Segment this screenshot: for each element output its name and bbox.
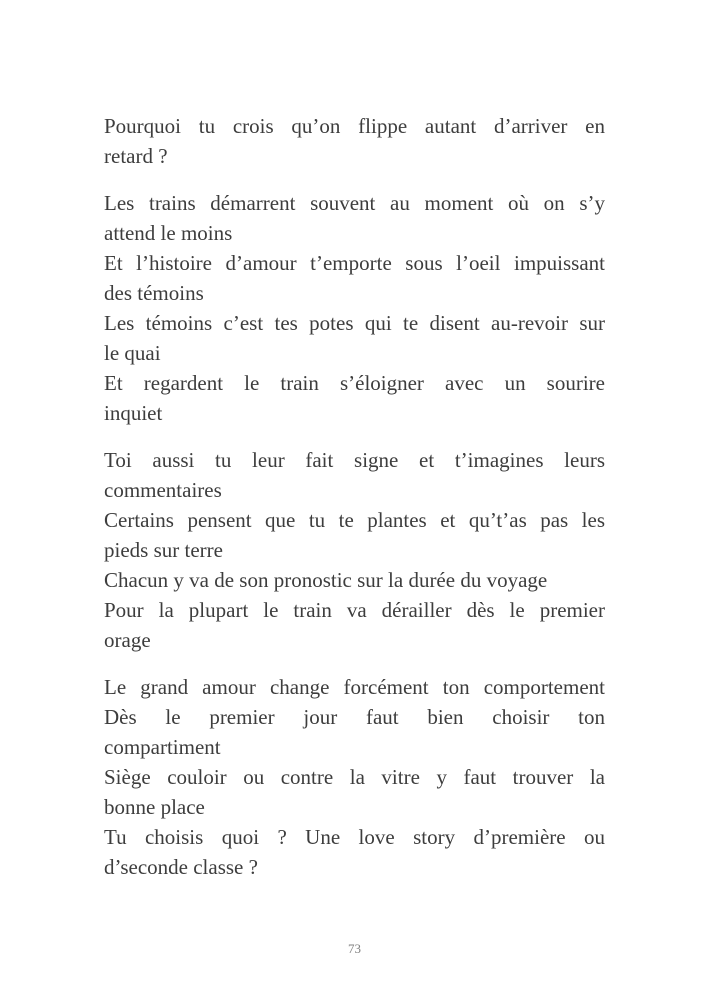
verse-line: des témoins (104, 281, 204, 305)
stanza (104, 445, 605, 655)
page-number: 73 (348, 941, 361, 956)
verse-line: Le grand amour change forcément ton comportement (104, 675, 605, 699)
verse-line: Pour la plupart le train va dérailler dès le premier (104, 598, 605, 622)
verse-line: bonne place (104, 795, 205, 819)
verse-line: pieds sur terre (104, 538, 223, 562)
stanza (104, 188, 605, 428)
verse-line: Certains pensent que tu te plantes et qu’t’as pas les (104, 508, 605, 532)
stanza (104, 672, 605, 882)
verse-line: compartiment (104, 735, 221, 759)
verse-line: Siège couloir ou contre la vitre y faut trouver la (104, 765, 605, 789)
verse-line: Chacun y va de son pronostic sur la durée du voyage (104, 568, 548, 592)
verse-line: retard ? (104, 144, 168, 168)
verse-line: Et regardent le train s’éloigner avec un sourire (104, 371, 605, 395)
verse-line: Les trains démarrent souvent au moment où on s’y (104, 191, 605, 215)
verse-line: Tu choisis quoi ? Une love story d’première ou (104, 825, 605, 849)
stanza (104, 111, 605, 171)
verse-line: commentaires (104, 478, 222, 502)
verse-line: d’seconde classe ? (104, 855, 258, 879)
verse-line: inquiet (104, 401, 163, 425)
lyrics-text-block (104, 111, 605, 882)
verse-line: Toi aussi tu leur fait signe et t’imagines leurs (104, 448, 605, 472)
verse-line: Pourquoi tu crois qu’on flippe autant d’arriver en (104, 114, 605, 138)
verse-line: Et l’histoire d’amour t’emporte sous l’oeil impuissant (104, 251, 605, 275)
verse-line: Les témoins c’est tes potes qui te disent au-revoir sur (104, 311, 605, 335)
verse-line: le quai (104, 341, 161, 365)
verse-line: Dès le premier jour faut bien choisir ton (104, 705, 605, 729)
verse-line: attend le moins (104, 221, 233, 245)
verse-line: orage (104, 628, 151, 652)
